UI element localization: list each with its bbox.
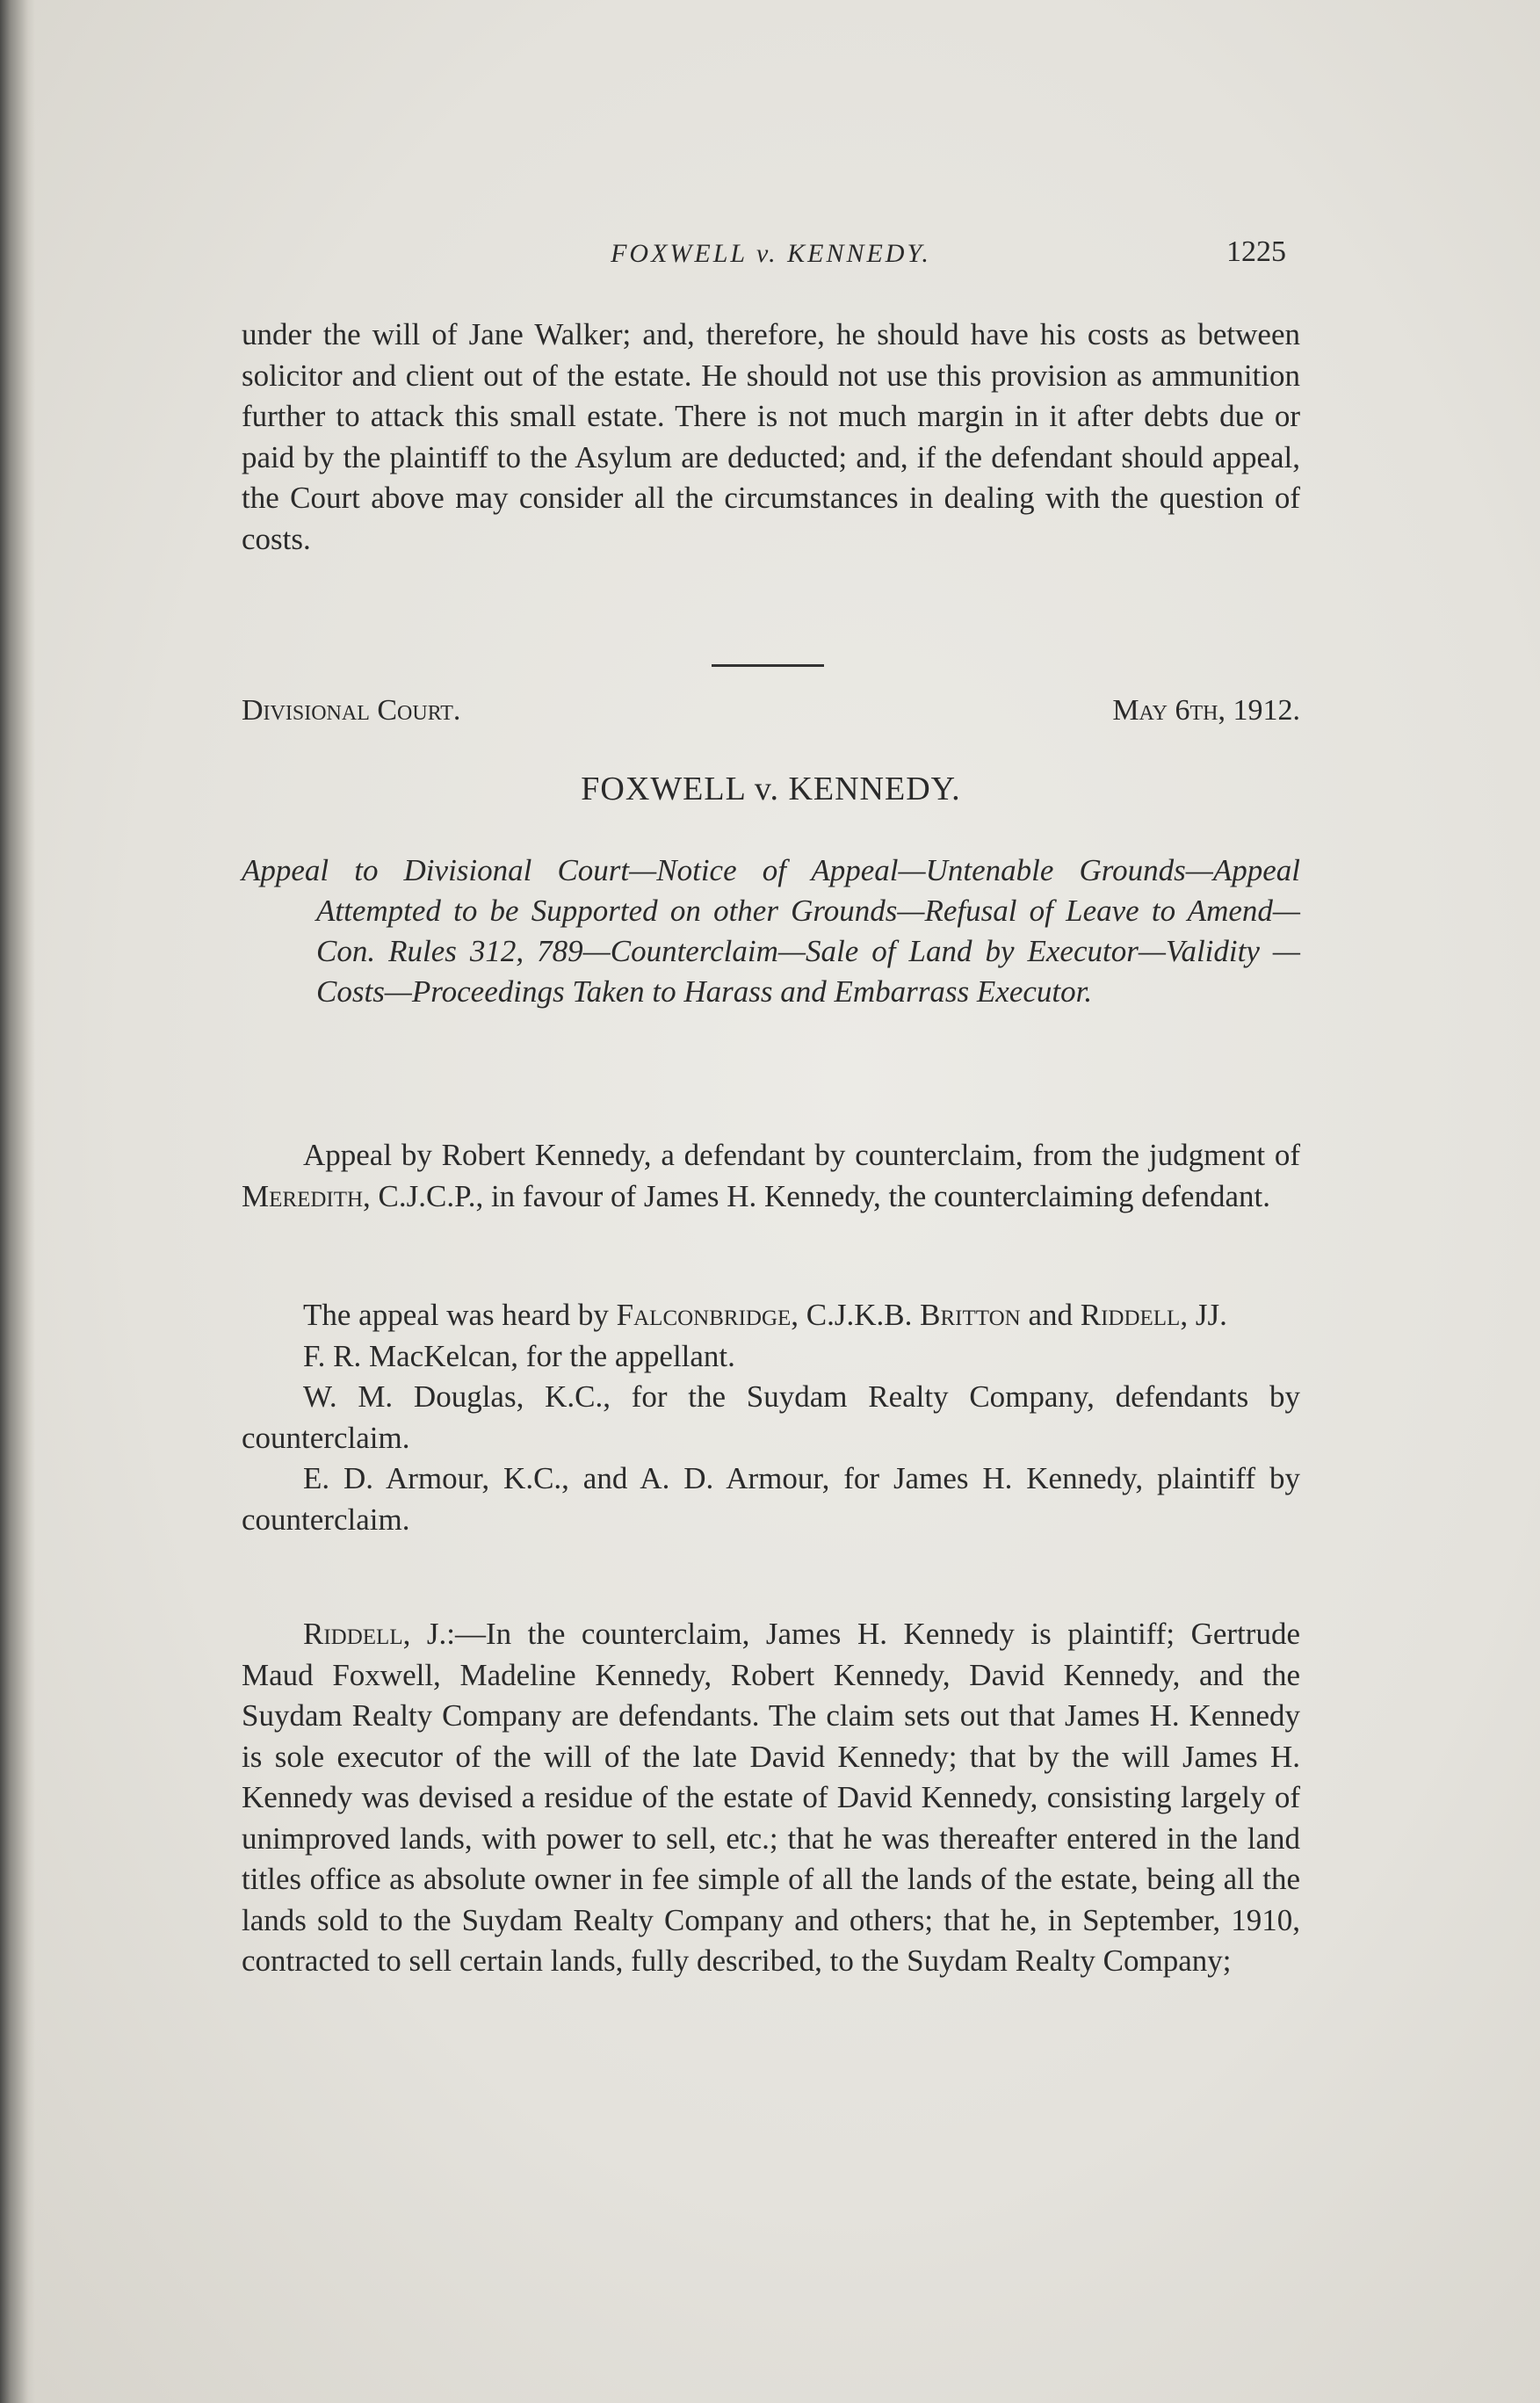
appeal-paragraph (242, 1135, 1300, 1217)
appeal-text-after: , C.J.C.P., in favour of James H. Kennedy, the counterclaiming defendant. (363, 1178, 1270, 1213)
binding-shadow (0, 0, 35, 2403)
judgment-text: , J.:—In the counterclaim, James H. Kennedy is plaintiff; Gertrude Maud Foxwell, Madeline Kennedy, Robert Kennedy, David Kennedy, and the Suydam Realty Company are defendants. The claim sets out that James H. Kennedy is sole executor of the will of the late David Kennedy; that by the will James H. Kennedy was devised a residue of the estate of David Kennedy, consisting largely of unimproved lands, with power to sell, etc.; that he was thereafter entered in the land titles office as absolute owner in fee simple of all the lands of the estate, being all the lands sold to the Suydam Realty Company and others; that he, in September, 1910, contracted to sell certain lands, fully described, to the Suydam Realty Company; (242, 1617, 1300, 1978)
judgment-block (242, 1614, 1300, 1982)
headnote: Appeal to Divisional Court—Notice of Appeal—Untenable Grounds—Appeal Attempted to be Supported on other Grounds—Refusal of Leave to Amend—Con. Rules 312, 789—Counterclaim—Sale of Land by Executor—Validity —Costs—Proceedings Taken to Harass and Embarrass Executor. (242, 853, 1300, 1009)
judgment-judge-name: Riddell (303, 1617, 403, 1651)
judge-name-riddell: Riddell (1080, 1298, 1181, 1332)
judge-name-falconbridge: Falconbridge (616, 1298, 792, 1332)
appeal-text-before: Appeal by Robert Kennedy, a defendant by counterclaim, from the judgment of (303, 1138, 1300, 1172)
carryover-paragraph: under the will of Jane Walker; and, therefore, he should have his costs as between solicitor and client out of the estate. He should not use this provision as ammunition further to attack this small estate. There is not much margin in it after debts due or paid by the plaintiff to the Asylum are deducted; and, if the defendant should appeal, the Court above may consider all the circumstances in dealing with the question of costs. (242, 317, 1300, 556)
heard-text-middle-1: , C.J.K.B. (791, 1298, 921, 1332)
decision-date: May 6th, 1912. (1112, 694, 1300, 727)
judgment-paragraph (242, 1614, 1300, 1982)
page-number: 1225 (1226, 235, 1286, 268)
counsel-line-kennedy: E. D. Armour, K.C., and A. D. Armour, for James H. Kennedy, plaintiff by counterclaim. (242, 1461, 1300, 1537)
court-name: Divisional Court. (242, 694, 461, 727)
hearing-block (242, 1295, 1300, 1540)
counsel-line-suydam: W. M. Douglas, K.C., for the Suydam Realty Company, defendants by counterclaim. (242, 1379, 1300, 1455)
court-date-line (242, 694, 1300, 735)
carryover-paragraph-block (242, 315, 1300, 560)
case-title: FOXWELL v. KENNEDY. (581, 771, 961, 807)
section-divider (712, 664, 824, 667)
judge-name-britton: Britton (920, 1298, 1021, 1332)
heard-text-after: , JJ. (1180, 1298, 1227, 1332)
heard-text-middle-2: and (1020, 1298, 1081, 1332)
counsel-line-appellant: F. R. MacKelcan, for the appellant. (303, 1338, 735, 1373)
heard-text-before: The appeal was heard by (303, 1298, 617, 1332)
running-title: FOXWELL v. KENNEDY. (611, 239, 931, 268)
judge-name-meredith: Meredith (242, 1178, 364, 1213)
running-head (242, 235, 1300, 279)
appeal-paragraph-block (242, 1135, 1300, 1217)
heard-paragraph (242, 1295, 1300, 1336)
